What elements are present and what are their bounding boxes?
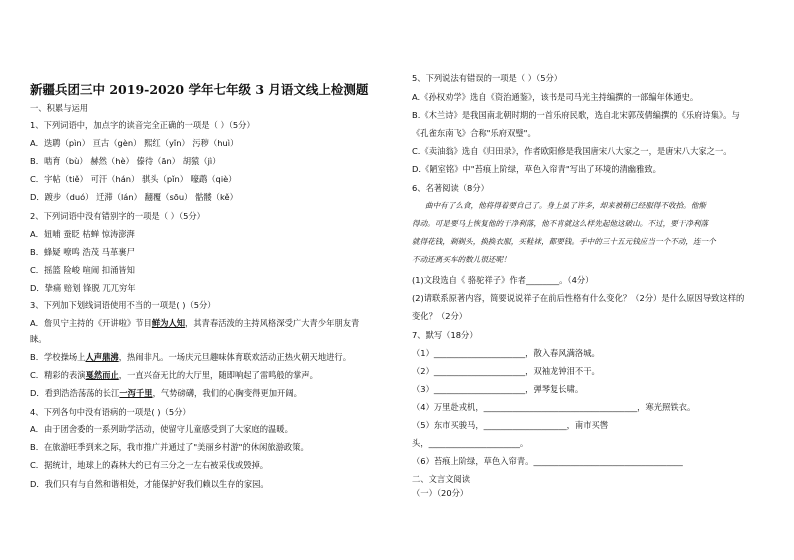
line-text: （一）（20分） [412, 488, 469, 498]
left-line [30, 352, 351, 362]
left-line [30, 247, 135, 257]
fill-blank[interactable]: ______________________ [433, 348, 526, 358]
right-line [412, 73, 562, 83]
line-text: B．学校操场上 [30, 352, 86, 362]
left-line [30, 334, 47, 344]
line-text: A．迭聘（pìn） 亘古（gèn） 熙红（yǐn） 污秽（huì） [30, 138, 239, 148]
right2-line [412, 488, 468, 498]
left-line [30, 156, 221, 166]
fill-blank[interactable]: ________ [525, 275, 560, 285]
right2-line [412, 275, 593, 285]
right2-line [412, 474, 470, 484]
line-text-after: 。 [519, 438, 529, 448]
right2-line [412, 402, 695, 412]
line-text: A．由于团舍委的一系列助学活动，使留守儿童感受到了大家庭的温暖。 [30, 424, 293, 434]
right2-line [412, 384, 583, 394]
line-text: 4、下列各句中没有语病的一项是( )（5分） [30, 407, 191, 417]
line-text: C.《卖油翁》选自《归田录》，作者欧阳修是我国唐宋八大家之一，是唐宋八大家之一。 [412, 146, 732, 156]
line-text: B．蜂疑 嘹鸣 浩茂 马革裹尸 [30, 247, 135, 257]
line-text-after: ，气势磅礴，我们的心胸变得更加开阔。 [152, 388, 302, 398]
passage-line: 就得花钱，剃剃头，换换衣服，买鞋袜，都要钱。手中的三十五元钱应当一个不动，连一个 [412, 237, 716, 246]
line-text: D．踱步（duó） 迁滞（lán） 翻覆（sōu） 骷髅（kě） [30, 192, 238, 202]
right2-line [412, 456, 683, 466]
right-line [412, 164, 661, 174]
line-text: D．挚痛 赔划 锋脱 兀兀穷年 [30, 283, 136, 293]
line-text: (1)文段选自《 骆驼祥子》作者 [412, 275, 526, 285]
line-text: A．詹贝宁主持的《开讲啦》节目 [30, 318, 152, 328]
underlined-phrase: 人声鼎沸 [85, 352, 119, 362]
line-text: 1、下列词语中，加点字的读音完全正确的一项是（ ）（5分） [30, 120, 255, 130]
right-line [412, 128, 536, 138]
line-text: 5、下列说法有错误的一项是（ ）（5分） [412, 73, 563, 83]
underlined-phrase: 鲜为人知 [151, 318, 186, 328]
line-text: A.《孙权劝学》选自《资治通鉴》，该书是司马光主持编撰的一部编年体通史。 [412, 92, 699, 102]
left-line [30, 174, 237, 184]
right-line [412, 110, 740, 120]
line-text-after: ，弹琴复长啸。 [525, 384, 584, 394]
line-text: 《孔雀东南飞》合称"乐府双璧"。 [412, 128, 536, 138]
underlined-phrase: 一泻千里 [119, 388, 153, 398]
line-text: B.《木兰诗》是我国南北朝时期的一首乐府民歌，选自北宋郭茂倩编撰的《乐府诗集》。与 [412, 110, 740, 120]
fill-blank[interactable]: ______________________ [433, 384, 526, 394]
line-text: 睐。 [30, 334, 47, 344]
right2-line [412, 348, 600, 358]
line-text: 7、默写（18分） [412, 330, 478, 340]
line-text-after: 。（4分） [559, 275, 594, 285]
fill-blank[interactable]: ______________________ [433, 366, 526, 376]
line-text: C．精彩的表演 [30, 370, 86, 380]
left-line [30, 138, 238, 148]
line-text: （1） [412, 348, 434, 358]
left-line [30, 192, 238, 202]
line-text-after: ，热闹非凡。一场庆元旦趣味体育联欢活动正热火朝天地进行。 [118, 352, 352, 362]
left-line [30, 388, 302, 398]
right2-line [412, 438, 528, 448]
left-line [30, 120, 255, 130]
right-line [412, 92, 698, 102]
line-text: D.《陋室铭》中"苔痕上阶绿，草色入帘青"写出了环境的清幽雅致。 [412, 164, 661, 174]
passage-line: 曲中有了么食，他将得着要自己了。身上虽了许多，却来被稍已经服得不收拾。他惭 [425, 201, 706, 210]
line-text: （3） [412, 384, 434, 394]
underlined-phrase: 戛然而止 [85, 370, 119, 380]
right2-line [412, 366, 600, 376]
left-line [30, 479, 269, 489]
line-text: 6、名著阅读（8分） [412, 183, 489, 193]
line-text: B．啮育（bù） 赫然（hè） 傣待（ān） 胡猿（jì） [30, 156, 221, 166]
line-text: （6）苔痕上阶绿，草色入帘青。 [412, 456, 534, 466]
left-line [30, 283, 136, 293]
line-text: （5）东市买骏马， [412, 420, 484, 430]
right-line [412, 146, 732, 156]
line-text-after: ，寒光照铁衣。 [637, 402, 696, 412]
line-text-after: ，散入春风满洛城。 [525, 348, 600, 358]
fill-blank[interactable]: _____________________________________ [483, 402, 638, 412]
left-line [30, 211, 205, 221]
fill-blank[interactable]: ____________________________________ [533, 456, 683, 466]
fill-blank[interactable]: ______________________ [428, 438, 520, 448]
line-text: C．摇篮 险峻 喧闹 扣涌皆知 [30, 265, 135, 275]
passage-line: 不动还离买车的数儿很还呢！ [412, 255, 511, 264]
left-line [30, 407, 191, 417]
right2-line [412, 311, 467, 321]
passage-line: 得动。可是要马上恢复他的干净利落，他不肯就这么样先起他这破山。不过，要干净利落 [412, 219, 709, 228]
left-line [30, 265, 135, 275]
right2-line [412, 293, 744, 303]
line-text: 头， [412, 438, 429, 448]
line-text: C．据统计，地球上的森林大约已有三分之一左右被采伐或毁掉。 [30, 460, 269, 470]
line-text: 一、积累与运用 [30, 103, 89, 113]
line-text: （2） [412, 366, 434, 376]
line-text: A．妞哺 蚕眨 枯蝉 惊涛澎湃 [30, 229, 135, 239]
line-text-after: ，一直兴奋无比的大厅里，随即响起了雷鸣般的掌声。 [118, 370, 318, 380]
right2-line [412, 330, 478, 340]
left-line [30, 442, 309, 452]
fill-blank[interactable]: ____________________ [483, 420, 567, 430]
left-line [30, 460, 268, 470]
left-line [30, 424, 293, 434]
line-text: D．看到浩浩荡荡的长江 [30, 388, 120, 398]
line-text-after: ，其青春活泼的主持风格深受广大青少年朋友青 [185, 318, 360, 328]
line-text: D．我们只有与自然和谐相处，才能保护好我们赖以生存的家园。 [30, 479, 269, 489]
line-text: 2、下列词语中没有错别字的一项是（ ）（5分） [30, 211, 205, 221]
line-text-after: ，双袖龙钟泪不干。 [525, 366, 600, 376]
line-text: C．宇帖（tiě） 可汗（hán） 骐头（pǐn） 嚎鹉（qiè） [30, 174, 237, 184]
line-text: B．在旅游旺季到来之际，我市推广并通过了"美丽乡村游"的休闲旅游政策。 [30, 442, 309, 452]
left-line [30, 318, 359, 328]
right-line [412, 183, 489, 193]
left-line [30, 229, 135, 239]
line-text-after: ，南市买辔 [566, 420, 609, 430]
line-text: 变化？（2分） [412, 311, 468, 321]
left-line [30, 370, 318, 380]
line-text: 3、下列加下划线词语使用不当的一项是( )（5分） [30, 300, 216, 310]
left-line [30, 103, 88, 113]
line-text: （4）万里赴戎机， [412, 402, 484, 412]
left-line [30, 300, 216, 310]
right2-line [412, 420, 608, 430]
page-title: 新疆兵团三中 2019-2020 学年七年级 3 月语文线上检测题 [30, 82, 369, 97]
line-text: 二、文言文阅读 [412, 474, 471, 484]
line-text: (2)请联系原著内容，简要说说祥子在前后性格有什么变化？（2分）是什么原因导致这样的 [412, 293, 745, 303]
